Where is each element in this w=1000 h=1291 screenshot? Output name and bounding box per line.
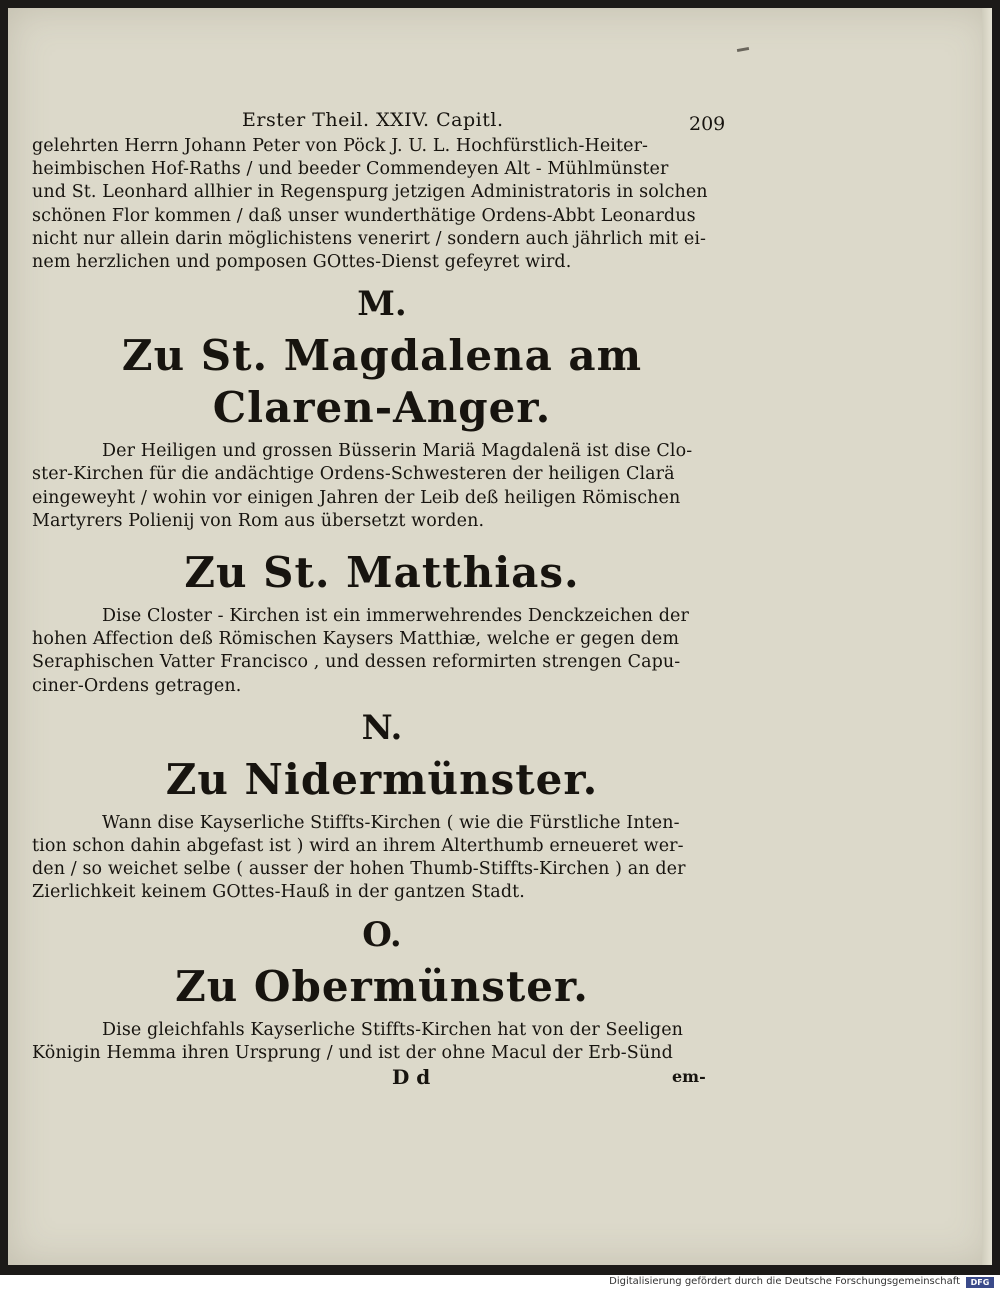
signature-mark: D d — [392, 1065, 431, 1090]
text-line: Königin Hemma ihren Ursprung / und ist der ohne Macul der Erb-Sünd — [32, 1042, 673, 1063]
page-edge — [982, 8, 992, 1265]
book-page — [8, 8, 992, 1265]
paragraph-obermuenster — [32, 1019, 732, 1065]
text-line: hohen Affection deß Römischen Kaysers Matthiæ, welche er gegen dem — [32, 629, 680, 650]
heading-nidermuenster: Zu Nidermünster. — [165, 754, 599, 804]
running-head-title: Erster Theil. XXIV. Capitl. — [242, 109, 504, 131]
text-line: den / so weichet selbe ( ausser der hohen Thumb-Stiffts-Kirchen ) an der — [32, 859, 686, 880]
text-line: nem herzlichen und pomposen GOttes-Dienst gefeyret wird. — [32, 252, 572, 273]
heading-magdalena: Zu St. Magdalena am Claren-Anger. — [121, 331, 643, 433]
text-line: gelehrten Herrn Johann Peter von Pöck J. U. L. Hochfürstlich-Heiter- — [32, 136, 649, 156]
text-line: nicht nur allein darin möglichistens venerirt / sondern auch jährlich mit ei- — [32, 228, 707, 249]
page-number: 209 — [689, 113, 726, 135]
text-line: heimbischen Hof-Raths / und beeder Commendeyen Alt - Mühlmünster — [32, 159, 669, 180]
text-line: und St. Leonhard allhier in Regenspurg jetzigen Administratoris in solchen — [32, 182, 708, 203]
section-letter-m: M. — [357, 284, 407, 325]
signature-line — [32, 1065, 732, 1089]
text-line: ster-Kirchen für die andächtige Ordens-Schwesteren der heiligen Clarä — [32, 464, 675, 485]
catchword: em- — [672, 1067, 706, 1087]
text-line: Der Heiligen und grossen Büsserin Mariä Magdalenä ist dise Clo- — [102, 441, 693, 462]
footer-credit: Digitalisierung gefördert durch die Deutsche Forschungsgemeinschaft — [609, 1276, 960, 1287]
digitization-footer — [0, 1275, 1000, 1291]
text-line: Wann dise Kayserliche Stiffts-Kirchen ( wie die Fürstliche Inten- — [102, 812, 680, 833]
text-line: ciner-Ordens getragen. — [32, 675, 242, 696]
section-letter-o: O. — [362, 914, 402, 955]
paragraph-matthias — [32, 605, 732, 698]
text-line: Martyrers Polienij von Rom aus übersetzt worden. — [32, 510, 485, 531]
text-line: schönen Flor kommen / daß unser wunderthätige Ordens-Abbt Leonardus — [32, 205, 696, 226]
dfg-logo-icon: DFG — [966, 1277, 994, 1288]
section-letter-n: N. — [361, 707, 403, 748]
text-line: Zierlichkeit keinem GOttes-Hauß in der gantzen Stadt. — [32, 882, 525, 903]
text-line: Dise Closter - Kirchen ist ein immerwehrendes Denckzeichen der — [102, 606, 689, 627]
paragraph-nidermuenster — [32, 812, 732, 905]
heading-obermuenster: Zu Obermünster. — [175, 961, 589, 1011]
paragraph-magdalena — [32, 440, 732, 533]
text-line: Seraphischen Vatter Francisco , und dessen reformirten strengen Capu- — [32, 652, 681, 673]
intro-paragraph — [32, 135, 732, 274]
text-line: tion schon dahin abgefast ist ) wird an ihrem Alterthumb erneueret wer- — [32, 836, 684, 857]
text-block — [32, 103, 732, 1089]
heading-matthias: Zu St. Matthias. — [184, 548, 580, 598]
running-head — [32, 103, 732, 135]
margin-mark — [737, 47, 749, 52]
text-line: eingeweyht / wohin vor einigen Jahren der Leib deß heiligen Römischen — [32, 487, 681, 508]
text-line: Dise gleichfahls Kayserliche Stiffts-Kirchen hat von der Seeligen — [102, 1019, 684, 1040]
